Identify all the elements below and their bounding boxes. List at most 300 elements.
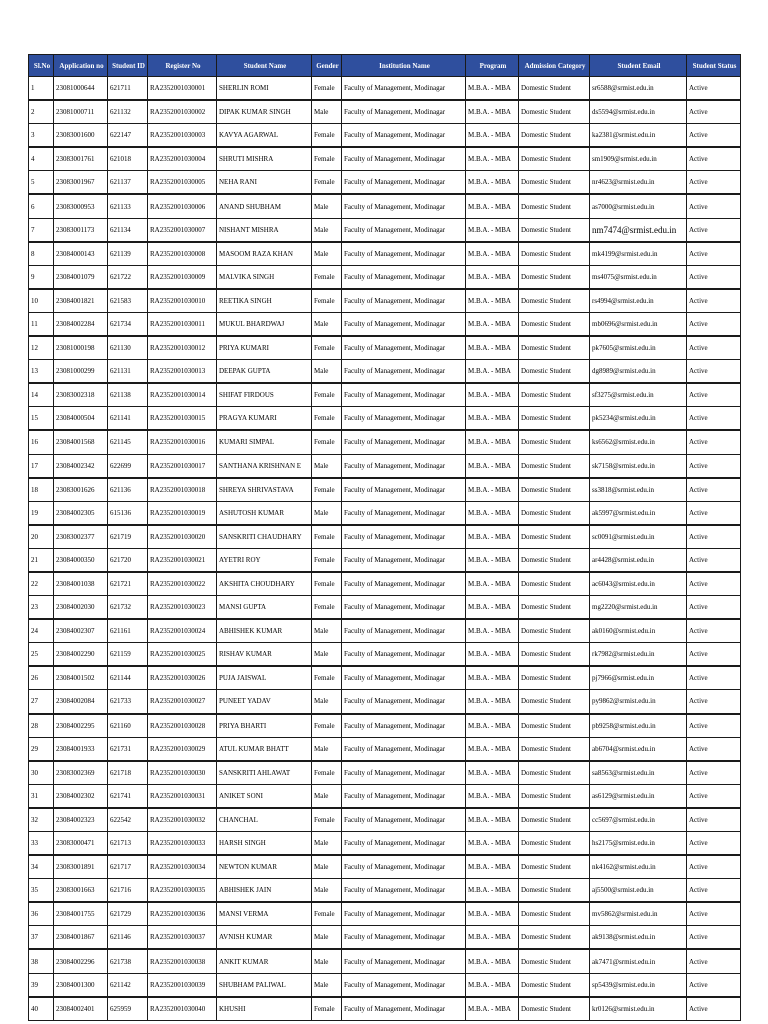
gender-cell: Female xyxy=(312,265,342,289)
program-cell: M.B.A. - MBA xyxy=(466,949,519,973)
gender-cell: Female xyxy=(312,147,342,171)
student-email-cell: ak0160@srmist.edu.in xyxy=(590,619,687,643)
application-no-cell: 23084001867 xyxy=(54,926,108,950)
student-email-cell: nr4623@srmist.edu.in xyxy=(590,171,687,195)
student-id-cell: 621160 xyxy=(108,714,148,738)
program-cell: M.B.A. - MBA xyxy=(466,572,519,596)
institution-name-cell: Faculty of Management, Modinagar xyxy=(342,690,466,714)
gender-cell: Female xyxy=(312,808,342,832)
student-name-cell: KHUSHI xyxy=(217,997,312,1021)
program-cell: M.B.A. - MBA xyxy=(466,430,519,454)
student-email-cell: ds5594@srmist.edu.in xyxy=(590,100,687,124)
student-email-cell: as7000@srmist.edu.in xyxy=(590,194,687,218)
institution-name-cell: Faculty of Management, Modinagar xyxy=(342,997,466,1021)
table-row xyxy=(29,548,741,572)
admission-category-cell: Domestic Student xyxy=(519,832,590,856)
student-status-cell: Active xyxy=(687,643,741,667)
application-no-cell: 23084002307 xyxy=(54,619,108,643)
register-no-cell: RA2352001030036 xyxy=(148,902,217,926)
sl-no-cell: 38 xyxy=(29,949,54,973)
application-no-cell: 23083001967 xyxy=(54,171,108,195)
student-list-sheet xyxy=(28,54,740,1021)
gender-cell: Male xyxy=(312,619,342,643)
gender-cell: Male xyxy=(312,643,342,667)
student-name-cell: ASHUTOSH KUMAR xyxy=(217,501,312,525)
application-no-cell: 23083001173 xyxy=(54,218,108,242)
student-id-cell: 621142 xyxy=(108,973,148,997)
student-id-cell: 621131 xyxy=(108,360,148,384)
student-status-cell: Active xyxy=(687,619,741,643)
program-cell: M.B.A. - MBA xyxy=(466,737,519,761)
table-row xyxy=(29,501,741,525)
admission-category-cell: Domestic Student xyxy=(519,808,590,832)
register-no-cell: RA2352001030006 xyxy=(148,194,217,218)
gender-cell: Female xyxy=(312,478,342,502)
admission-category-cell: Domestic Student xyxy=(519,265,590,289)
admission-category-cell: Domestic Student xyxy=(519,643,590,667)
institution-name-cell: Faculty of Management, Modinagar xyxy=(342,832,466,856)
application-no-cell: 23083000471 xyxy=(54,832,108,856)
table-row xyxy=(29,926,741,950)
student-id-cell: 615136 xyxy=(108,501,148,525)
student-email-cell: ak5997@srmist.edu.in xyxy=(590,501,687,525)
program-cell: M.B.A. - MBA xyxy=(466,265,519,289)
column-header-student-status: Student Status xyxy=(687,55,741,77)
institution-name-cell: Faculty of Management, Modinagar xyxy=(342,619,466,643)
student-id-cell: 621136 xyxy=(108,478,148,502)
student-name-cell: SHRUTI MISHRA xyxy=(217,147,312,171)
student-id-cell: 621161 xyxy=(108,619,148,643)
program-cell: M.B.A. - MBA xyxy=(466,478,519,502)
student-name-cell: ABHISHEK JAIN xyxy=(217,879,312,903)
register-no-cell: RA2352001030029 xyxy=(148,737,217,761)
gender-cell: Female xyxy=(312,336,342,360)
admission-category-cell: Domestic Student xyxy=(519,242,590,266)
sl-no-cell: 9 xyxy=(29,265,54,289)
sl-no-cell: 10 xyxy=(29,289,54,313)
application-no-cell: 23084001821 xyxy=(54,289,108,313)
column-header-admission-category: Admission Category xyxy=(519,55,590,77)
sl-no-cell: 30 xyxy=(29,761,54,785)
application-no-cell: 23084002296 xyxy=(54,949,108,973)
program-cell: M.B.A. - MBA xyxy=(466,360,519,384)
student-status-cell: Active xyxy=(687,879,741,903)
gender-cell: Male xyxy=(312,312,342,336)
gender-cell: Female xyxy=(312,902,342,926)
institution-name-cell: Faculty of Management, Modinagar xyxy=(342,194,466,218)
application-no-cell: 23083000953 xyxy=(54,194,108,218)
program-cell: M.B.A. - MBA xyxy=(466,926,519,950)
admission-category-cell: Domestic Student xyxy=(519,596,590,620)
student-name-cell: NEWTON KUMAR xyxy=(217,855,312,879)
table-row xyxy=(29,478,741,502)
sl-no-cell: 16 xyxy=(29,430,54,454)
admission-category-cell: Domestic Student xyxy=(519,147,590,171)
table-row xyxy=(29,572,741,596)
student-name-cell: SHUBHAM PALIWAL xyxy=(217,973,312,997)
sl-no-cell: 5 xyxy=(29,171,54,195)
student-id-cell: 621734 xyxy=(108,312,148,336)
column-header-program: Program xyxy=(466,55,519,77)
student-name-cell: PRAGYA KUMARI xyxy=(217,407,312,431)
institution-name-cell: Faculty of Management, Modinagar xyxy=(342,902,466,926)
sl-no-cell: 23 xyxy=(29,596,54,620)
gender-cell: Female xyxy=(312,525,342,549)
gender-cell: Female xyxy=(312,430,342,454)
program-cell: M.B.A. - MBA xyxy=(466,855,519,879)
sl-no-cell: 14 xyxy=(29,383,54,407)
gender-cell: Female xyxy=(312,171,342,195)
program-cell: M.B.A. - MBA xyxy=(466,525,519,549)
student-name-cell: SANTHANA KRISHNAN E xyxy=(217,454,312,478)
program-cell: M.B.A. - MBA xyxy=(466,147,519,171)
gender-cell: Female xyxy=(312,124,342,148)
student-id-cell: 621741 xyxy=(108,784,148,808)
student-name-cell: ANKIT KUMAR xyxy=(217,949,312,973)
student-status-cell: Active xyxy=(687,171,741,195)
institution-name-cell: Faculty of Management, Modinagar xyxy=(342,430,466,454)
admission-category-cell: Domestic Student xyxy=(519,289,590,313)
program-cell: M.B.A. - MBA xyxy=(466,714,519,738)
sl-no-cell: 1 xyxy=(29,77,54,101)
register-no-cell: RA2352001030025 xyxy=(148,643,217,667)
student-status-cell: Active xyxy=(687,360,741,384)
gender-cell: Female xyxy=(312,997,342,1021)
student-name-cell: NISHANT MISHRA xyxy=(217,218,312,242)
application-no-cell: 23084002030 xyxy=(54,596,108,620)
application-no-cell: 23084001755 xyxy=(54,902,108,926)
admission-category-cell: Domestic Student xyxy=(519,690,590,714)
student-status-cell: Active xyxy=(687,289,741,313)
sl-no-cell: 32 xyxy=(29,808,54,832)
student-name-cell: PUJA JAISWAL xyxy=(217,666,312,690)
admission-category-cell: Domestic Student xyxy=(519,100,590,124)
sl-no-cell: 15 xyxy=(29,407,54,431)
institution-name-cell: Faculty of Management, Modinagar xyxy=(342,383,466,407)
student-id-cell: 621738 xyxy=(108,949,148,973)
column-header-application-no: Application no xyxy=(54,55,108,77)
student-id-cell: 621583 xyxy=(108,289,148,313)
application-no-cell: 23083001891 xyxy=(54,855,108,879)
register-no-cell: RA2352001030002 xyxy=(148,100,217,124)
table-row xyxy=(29,77,741,101)
student-id-cell: 621130 xyxy=(108,336,148,360)
student-id-cell: 621718 xyxy=(108,761,148,785)
gender-cell: Male xyxy=(312,218,342,242)
program-cell: M.B.A. - MBA xyxy=(466,100,519,124)
register-no-cell: RA2352001030020 xyxy=(148,525,217,549)
student-id-cell: 621711 xyxy=(108,77,148,101)
program-cell: M.B.A. - MBA xyxy=(466,973,519,997)
institution-name-cell: Faculty of Management, Modinagar xyxy=(342,407,466,431)
sl-no-cell: 33 xyxy=(29,832,54,856)
application-no-cell: 23084002401 xyxy=(54,997,108,1021)
student-name-cell: DEEPAK GUPTA xyxy=(217,360,312,384)
student-name-cell: CHANCHAL xyxy=(217,808,312,832)
admission-category-cell: Domestic Student xyxy=(519,218,590,242)
application-no-cell: 23084001502 xyxy=(54,666,108,690)
gender-cell: Female xyxy=(312,714,342,738)
admission-category-cell: Domestic Student xyxy=(519,407,590,431)
application-no-cell: 23081000299 xyxy=(54,360,108,384)
gender-cell: Male xyxy=(312,737,342,761)
student-email-cell: ak9138@srmist.edu.in xyxy=(590,926,687,950)
student-name-cell: AYETRI ROY xyxy=(217,548,312,572)
register-no-cell: RA2352001030032 xyxy=(148,808,217,832)
sl-no-cell: 4 xyxy=(29,147,54,171)
institution-name-cell: Faculty of Management, Modinagar xyxy=(342,77,466,101)
student-id-cell: 622699 xyxy=(108,454,148,478)
student-status-cell: Active xyxy=(687,973,741,997)
register-no-cell: RA2352001030028 xyxy=(148,714,217,738)
application-no-cell: 23083002318 xyxy=(54,383,108,407)
institution-name-cell: Faculty of Management, Modinagar xyxy=(342,949,466,973)
student-id-cell: 622147 xyxy=(108,124,148,148)
register-no-cell: RA2352001030013 xyxy=(148,360,217,384)
column-header-student-name: Student Name xyxy=(217,55,312,77)
sl-no-cell: 25 xyxy=(29,643,54,667)
institution-name-cell: Faculty of Management, Modinagar xyxy=(342,525,466,549)
register-no-cell: RA2352001030018 xyxy=(148,478,217,502)
student-id-cell: 621729 xyxy=(108,902,148,926)
student-status-cell: Active xyxy=(687,501,741,525)
student-status-cell: Active xyxy=(687,808,741,832)
sl-no-cell: 36 xyxy=(29,902,54,926)
student-status-cell: Active xyxy=(687,997,741,1021)
admission-category-cell: Domestic Student xyxy=(519,430,590,454)
student-status-cell: Active xyxy=(687,265,741,289)
program-cell: M.B.A. - MBA xyxy=(466,312,519,336)
application-no-cell: 23084001300 xyxy=(54,973,108,997)
institution-name-cell: Faculty of Management, Modinagar xyxy=(342,242,466,266)
student-status-cell: Active xyxy=(687,312,741,336)
student-status-cell: Active xyxy=(687,949,741,973)
student-status-cell: Active xyxy=(687,336,741,360)
program-cell: M.B.A. - MBA xyxy=(466,690,519,714)
student-email-cell: ks6562@srmist.edu.in xyxy=(590,430,687,454)
gender-cell: Female xyxy=(312,548,342,572)
program-cell: M.B.A. - MBA xyxy=(466,124,519,148)
gender-cell: Male xyxy=(312,454,342,478)
admission-category-cell: Domestic Student xyxy=(519,784,590,808)
header-row xyxy=(29,55,741,77)
table-row xyxy=(29,902,741,926)
register-no-cell: RA2352001030016 xyxy=(148,430,217,454)
student-email-cell: sk7158@srmist.edu.in xyxy=(590,454,687,478)
institution-name-cell: Faculty of Management, Modinagar xyxy=(342,265,466,289)
table-row xyxy=(29,289,741,313)
admission-category-cell: Domestic Student xyxy=(519,714,590,738)
student-email-cell: dg8989@srmist.edu.in xyxy=(590,360,687,384)
student-name-cell: SHIFAT FIRDOUS xyxy=(217,383,312,407)
table-row xyxy=(29,336,741,360)
application-no-cell: 23083001663 xyxy=(54,879,108,903)
table-row xyxy=(29,761,741,785)
student-status-cell: Active xyxy=(687,525,741,549)
gender-cell: Female xyxy=(312,596,342,620)
register-no-cell: RA2352001030034 xyxy=(148,855,217,879)
gender-cell: Female xyxy=(312,77,342,101)
table-row xyxy=(29,737,741,761)
institution-name-cell: Faculty of Management, Modinagar xyxy=(342,147,466,171)
table-row xyxy=(29,265,741,289)
program-cell: M.B.A. - MBA xyxy=(466,242,519,266)
sl-no-cell: 40 xyxy=(29,997,54,1021)
student-status-cell: Active xyxy=(687,902,741,926)
register-no-cell: RA2352001030030 xyxy=(148,761,217,785)
student-id-cell: 621732 xyxy=(108,596,148,620)
table-row xyxy=(29,666,741,690)
admission-category-cell: Domestic Student xyxy=(519,501,590,525)
program-cell: M.B.A. - MBA xyxy=(466,666,519,690)
student-id-cell: 621141 xyxy=(108,407,148,431)
program-cell: M.B.A. - MBA xyxy=(466,171,519,195)
gender-cell: Male xyxy=(312,832,342,856)
table-row xyxy=(29,619,741,643)
column-header-institution-name: Institution Name xyxy=(342,55,466,77)
admission-category-cell: Domestic Student xyxy=(519,879,590,903)
institution-name-cell: Faculty of Management, Modinagar xyxy=(342,666,466,690)
admission-category-cell: Domestic Student xyxy=(519,666,590,690)
student-name-cell: SANSKRITI CHAUDHARY xyxy=(217,525,312,549)
gender-cell: Male xyxy=(312,784,342,808)
register-no-cell: RA2352001030039 xyxy=(148,973,217,997)
sl-no-cell: 17 xyxy=(29,454,54,478)
student-name-cell: ATUL KUMAR BHATT xyxy=(217,737,312,761)
sl-no-cell: 21 xyxy=(29,548,54,572)
gender-cell: Male xyxy=(312,879,342,903)
admission-category-cell: Domestic Student xyxy=(519,525,590,549)
table-row xyxy=(29,596,741,620)
table-row xyxy=(29,525,741,549)
sl-no-cell: 28 xyxy=(29,714,54,738)
student-name-cell: MANSI VERMA xyxy=(217,902,312,926)
student-name-cell: AKSHITA CHOUDHARY xyxy=(217,572,312,596)
institution-name-cell: Faculty of Management, Modinagar xyxy=(342,926,466,950)
program-cell: M.B.A. - MBA xyxy=(466,761,519,785)
application-no-cell: 23084000504 xyxy=(54,407,108,431)
sl-no-cell: 7 xyxy=(29,218,54,242)
sl-no-cell: 29 xyxy=(29,737,54,761)
student-name-cell: PRIYA BHARTI xyxy=(217,714,312,738)
student-id-cell: 621720 xyxy=(108,548,148,572)
application-no-cell: 23083001626 xyxy=(54,478,108,502)
student-status-cell: Active xyxy=(687,100,741,124)
student-status-cell: Active xyxy=(687,454,741,478)
application-no-cell: 23084002084 xyxy=(54,690,108,714)
student-name-cell: MASOOM RAZA KHAN xyxy=(217,242,312,266)
student-email-cell: py9862@srmist.edu.in xyxy=(590,690,687,714)
table-row xyxy=(29,997,741,1021)
table-row xyxy=(29,430,741,454)
gender-cell: Female xyxy=(312,761,342,785)
student-status-cell: Active xyxy=(687,737,741,761)
student-id-cell: 621133 xyxy=(108,194,148,218)
institution-name-cell: Faculty of Management, Modinagar xyxy=(342,501,466,525)
student-email-cell: sm1909@srmist.edu.in xyxy=(590,147,687,171)
table-row xyxy=(29,242,741,266)
program-cell: M.B.A. - MBA xyxy=(466,407,519,431)
column-header-student-id: Student ID xyxy=(108,55,148,77)
institution-name-cell: Faculty of Management, Modinagar xyxy=(342,879,466,903)
student-status-cell: Active xyxy=(687,147,741,171)
admission-category-cell: Domestic Student xyxy=(519,124,590,148)
program-cell: M.B.A. - MBA xyxy=(466,902,519,926)
application-no-cell: 23084001568 xyxy=(54,430,108,454)
admission-category-cell: Domestic Student xyxy=(519,77,590,101)
admission-category-cell: Domestic Student xyxy=(519,997,590,1021)
table-row xyxy=(29,784,741,808)
application-no-cell: 23083001600 xyxy=(54,124,108,148)
student-email-cell: ab6704@srmist.edu.in xyxy=(590,737,687,761)
register-no-cell: RA2352001030023 xyxy=(148,596,217,620)
table-row xyxy=(29,643,741,667)
register-no-cell: RA2352001030024 xyxy=(148,619,217,643)
table-row xyxy=(29,454,741,478)
register-no-cell: RA2352001030022 xyxy=(148,572,217,596)
student-id-cell: 621132 xyxy=(108,100,148,124)
student-id-cell: 621145 xyxy=(108,430,148,454)
register-no-cell: RA2352001030027 xyxy=(148,690,217,714)
sl-no-cell: 6 xyxy=(29,194,54,218)
register-no-cell: RA2352001030001 xyxy=(148,77,217,101)
program-cell: M.B.A. - MBA xyxy=(466,619,519,643)
student-name-cell: DIPAK KUMAR SINGH xyxy=(217,100,312,124)
program-cell: M.B.A. - MBA xyxy=(466,596,519,620)
program-cell: M.B.A. - MBA xyxy=(466,218,519,242)
institution-name-cell: Faculty of Management, Modinagar xyxy=(342,855,466,879)
student-id-cell: 621717 xyxy=(108,855,148,879)
admission-category-cell: Domestic Student xyxy=(519,454,590,478)
student-status-cell: Active xyxy=(687,124,741,148)
student-email-cell: ss3818@srmist.edu.in xyxy=(590,478,687,502)
table-row xyxy=(29,360,741,384)
student-status-cell: Active xyxy=(687,761,741,785)
student-id-cell: 622542 xyxy=(108,808,148,832)
admission-category-cell: Domestic Student xyxy=(519,855,590,879)
student-email-cell: kr0126@srmist.edu.in xyxy=(590,997,687,1021)
student-status-cell: Active xyxy=(687,596,741,620)
institution-name-cell: Faculty of Management, Modinagar xyxy=(342,643,466,667)
student-name-cell: REETIKA SINGH xyxy=(217,289,312,313)
student-id-cell: 621731 xyxy=(108,737,148,761)
sl-no-cell: 3 xyxy=(29,124,54,148)
column-header-gender: Gender xyxy=(312,55,342,77)
program-cell: M.B.A. - MBA xyxy=(466,808,519,832)
sl-no-cell: 31 xyxy=(29,784,54,808)
admission-category-cell: Domestic Student xyxy=(519,548,590,572)
program-cell: M.B.A. - MBA xyxy=(466,454,519,478)
student-table xyxy=(28,54,741,1021)
institution-name-cell: Faculty of Management, Modinagar xyxy=(342,478,466,502)
student-status-cell: Active xyxy=(687,430,741,454)
gender-cell: Female xyxy=(312,407,342,431)
institution-name-cell: Faculty of Management, Modinagar xyxy=(342,360,466,384)
student-id-cell: 621139 xyxy=(108,242,148,266)
student-name-cell: ABHISHEK KUMAR xyxy=(217,619,312,643)
student-email-cell: pb9258@srmist.edu.in xyxy=(590,714,687,738)
application-no-cell: 23084001038 xyxy=(54,572,108,596)
application-no-cell: 23084002323 xyxy=(54,808,108,832)
student-name-cell: ANIKET SONI xyxy=(217,784,312,808)
student-name-cell: MUKUL BHARDWAJ xyxy=(217,312,312,336)
institution-name-cell: Faculty of Management, Modinagar xyxy=(342,171,466,195)
sl-no-cell: 20 xyxy=(29,525,54,549)
sl-no-cell: 13 xyxy=(29,360,54,384)
student-id-cell: 625959 xyxy=(108,997,148,1021)
gender-cell: Male xyxy=(312,973,342,997)
admission-category-cell: Domestic Student xyxy=(519,360,590,384)
